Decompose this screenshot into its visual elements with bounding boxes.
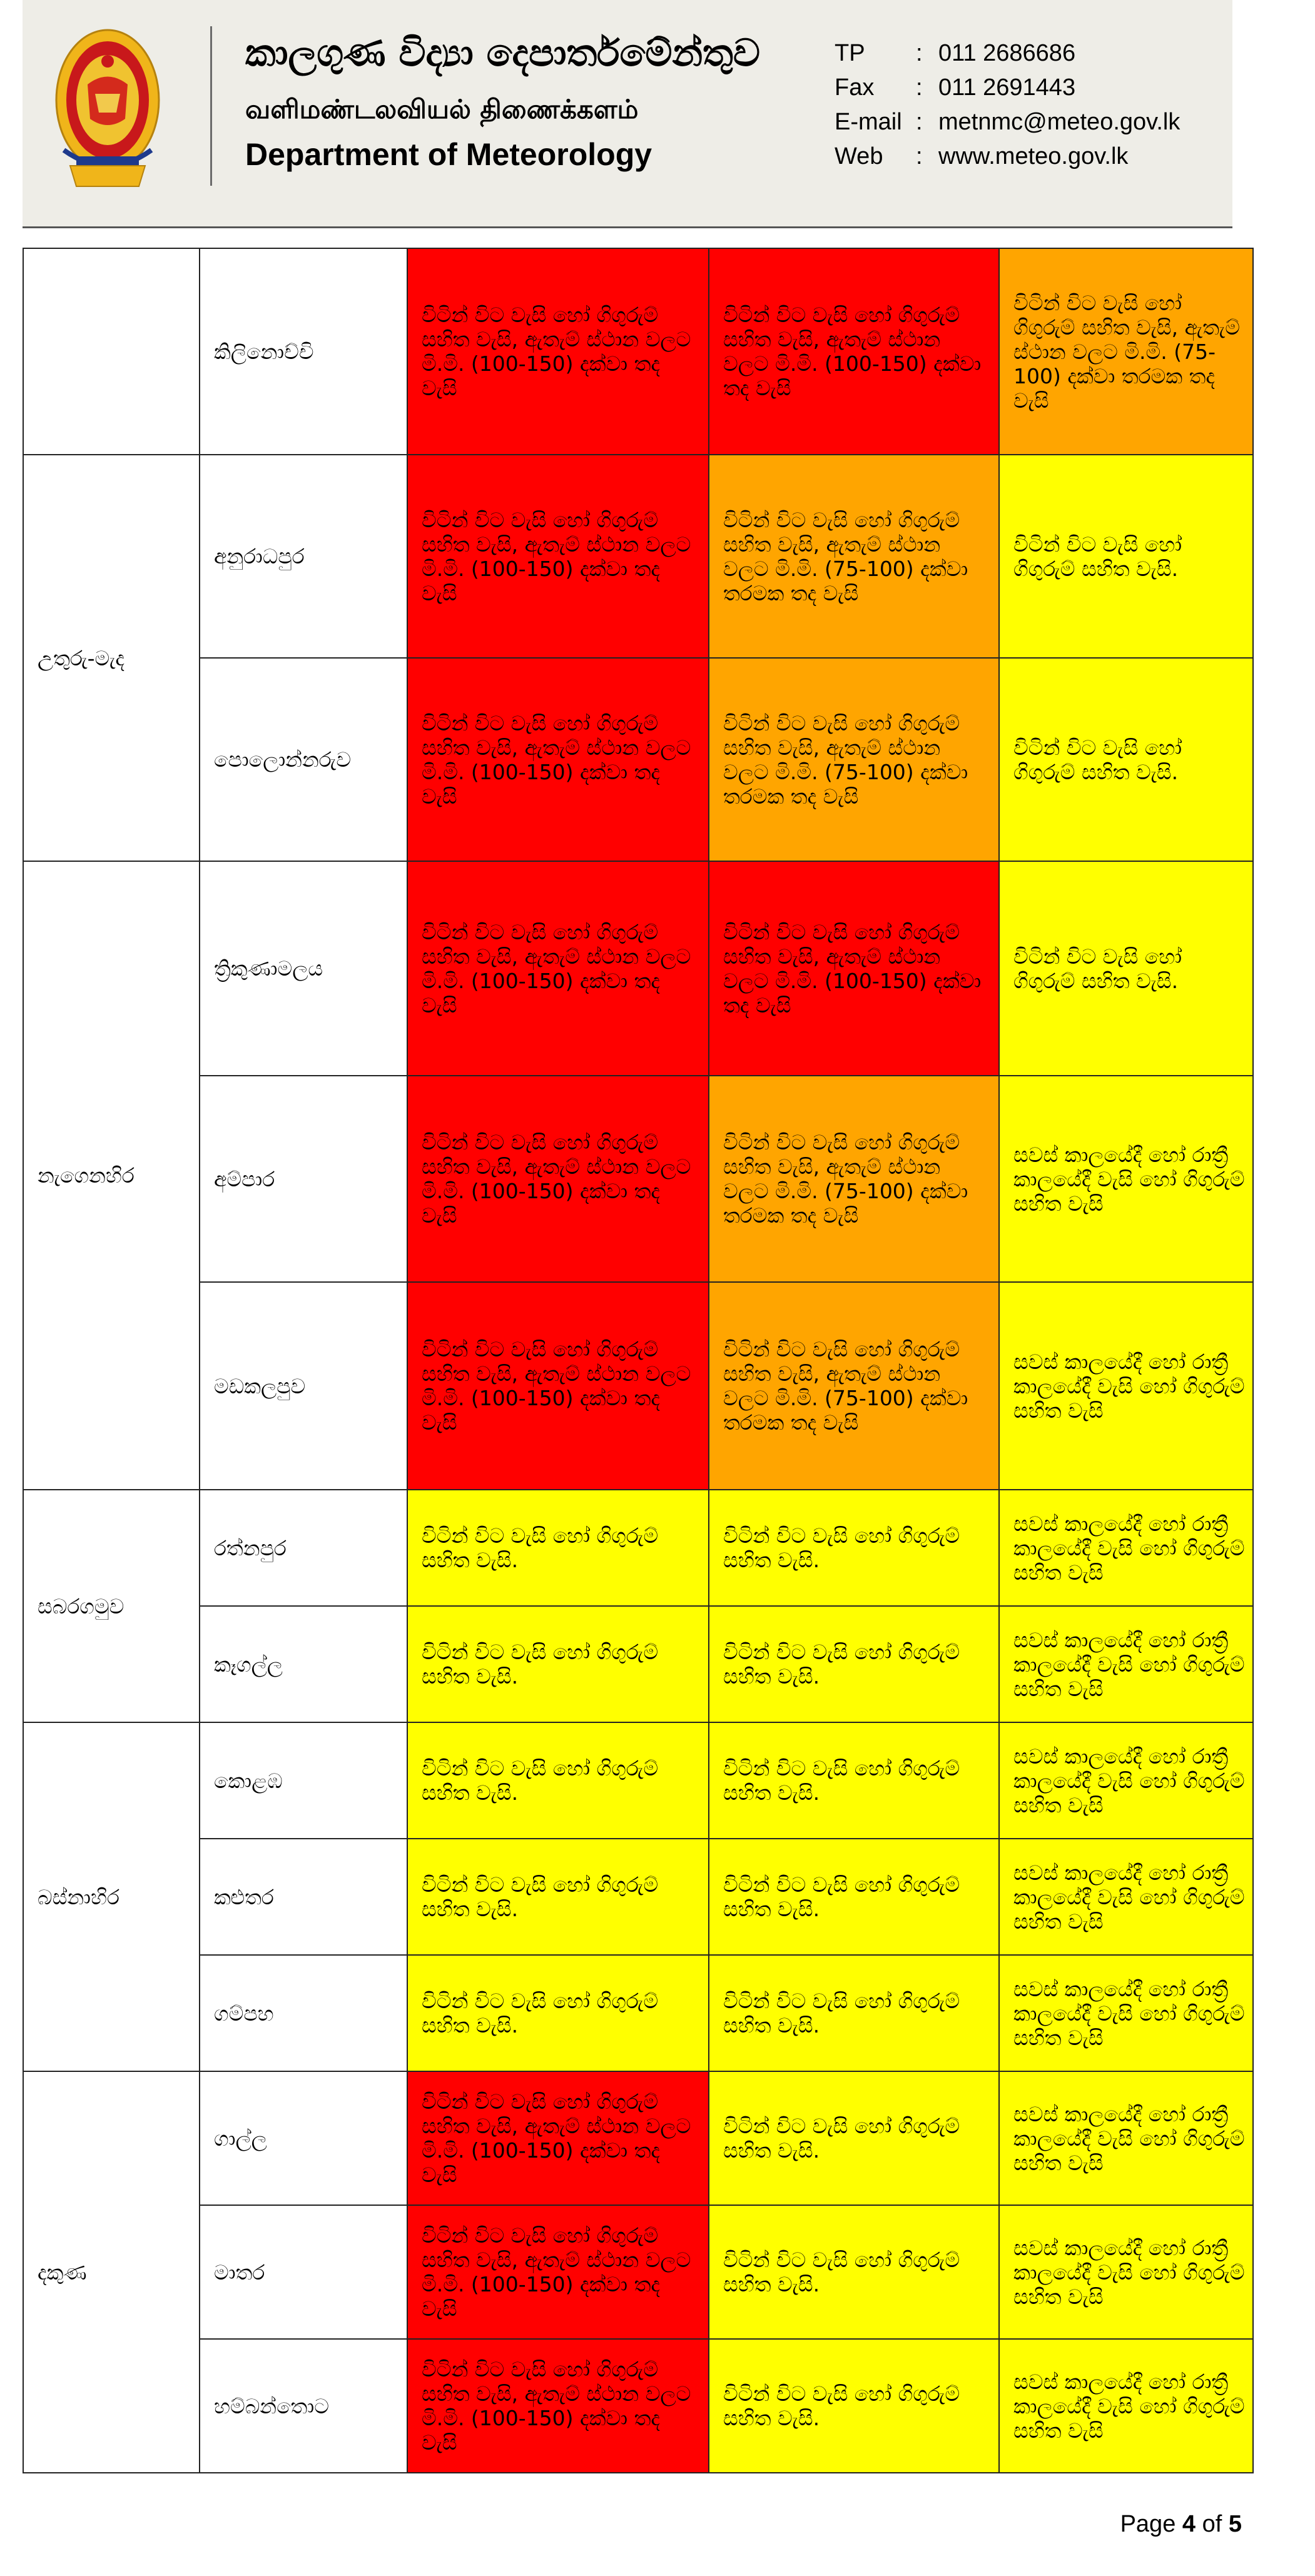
district-name: ත්‍රිකුණාමලය (214, 956, 323, 981)
forecast-text: විටින් විට වැසි හෝ ගිගුරුම් සහිත වැසි. (1013, 735, 1182, 784)
table-row (23, 1839, 1253, 1955)
forecast-text: විටින් විට වැසි හෝ ගිගුරුම් සහිත වැසි, ඇතැම් ස්ථාන වලට මි.මි. (100-150) දක්වා තද වැසි (422, 1337, 691, 1435)
forecast-text: විටින් විට වැසි හෝ ගිගුරුම් සහිත වැසි. (422, 1989, 659, 2038)
province-name: දකුණ (38, 2260, 87, 2285)
district-name: අනුරාධපුර (214, 544, 305, 568)
forecast-text: විටින් විට වැසි හෝ ගිගුරුම් සහිත වැසි, ඇතැම් ස්ථාන වලට මි.මි. (100-150) දක්වා තද වැසි (422, 1130, 691, 1228)
district-name: කිලිනොච්චි (214, 339, 314, 364)
district-cell (200, 1955, 407, 2071)
contact-value[interactable]: metnmc@meteo.gov.lk (938, 109, 1180, 135)
sri-lanka-emblem-icon (51, 25, 164, 191)
forecast-text: විටින් විට වැසි හෝ ගිගුරුම් සහිත වැසි. (422, 1640, 659, 1689)
forecast-cell-orange (709, 1076, 999, 1282)
table-row (23, 861, 1253, 1076)
district-cell (200, 1076, 407, 1282)
province-name: සබරගමුව (38, 1594, 124, 1619)
forecast-cell-yellow (407, 1606, 709, 1722)
forecast-cell-yellow (709, 1955, 999, 2071)
district-cell (200, 2339, 407, 2473)
forecast-text: සවස් කාලයේදී හෝ රාත්‍රී කාලයේදී වැසි හෝ ගිගුරුම් සහිත වැසි (1013, 1860, 1245, 1934)
forecast-text: සවස් කාලයේදී හෝ රාත්‍රී කාලයේදී වැසි හෝ ගිගුරුම් සහිත වැසි (1013, 1627, 1245, 1701)
district-name: කෑගල්ල (214, 1652, 283, 1677)
forecast-text: විටින් විට වැසි හෝ ගිගුරුම් සහිත වැසි, ඇතැම් ස්ථාන වලට මි.මි. (100-150) දක්වා තද වැසි (422, 303, 691, 400)
forecast-cell-yellow (709, 2339, 999, 2473)
district-name: ගාල්ල (214, 2126, 267, 2151)
table-row (23, 2205, 1253, 2339)
table-row (23, 1076, 1253, 1282)
district-cell (200, 1722, 407, 1839)
table-row (23, 1490, 1253, 1606)
title-tamil: வளிமண்டலவியல் திணைக்களம் (245, 94, 639, 124)
forecast-text: සවස් කාලයේදී හෝ රාත්‍රී කාලයේදී වැසි හෝ ගිගුරුම් සහිත වැසි (1013, 1349, 1245, 1423)
district-cell (200, 861, 407, 1076)
forecast-cell-evening (999, 1606, 1253, 1722)
forecast-cell-evening (999, 1490, 1253, 1606)
forecast-cell-red (407, 1076, 709, 1282)
title-sinhala: කාලගුණ විද්‍යා දෙපාර්තමේන්තුව (245, 31, 761, 75)
forecast-cell-evening (999, 1076, 1253, 1282)
contact-label: Fax (835, 74, 875, 101)
contact-email (835, 105, 1180, 139)
forecast-text: සවස් කාලයේදී හෝ රාත්‍රී කාලයේදී වැසි හෝ ගිගුරුම් සහිත වැසි (1013, 1142, 1245, 1216)
forecast-cell-red (407, 248, 709, 455)
forecast-text: විටින් විට වැසි හෝ ගිගුරුම් සහිත වැසි, ඇතැම් ස්ථාන වලට මි.මි. (100-150) දක්වා තද වැසි (422, 919, 691, 1018)
forecast-text: සවස් කාලයේදී හෝ රාත්‍රී කාලයේදී වැසි හෝ ගිගුරුම් සහිත වැසි (1013, 1511, 1245, 1585)
forecast-cell-evening (999, 1839, 1253, 1955)
forecast-cell-red (407, 2205, 709, 2339)
district-cell (200, 658, 407, 861)
contact-web (835, 139, 1180, 174)
header-rule (23, 226, 1232, 228)
forecast-cell-red (407, 2339, 709, 2473)
header-divider (210, 26, 212, 186)
forecast-text: විටින් විට වැසි හෝ ගිගුරුම් සහිත වැසි. (422, 1756, 659, 1805)
forecast-cell-red (709, 861, 999, 1076)
table-row (23, 455, 1253, 658)
forecast-cell-red (407, 861, 709, 1076)
forecast-cell-orange (709, 658, 999, 861)
table-row (23, 2071, 1253, 2205)
forecast-text: විටින් විට වැසි හෝ ගිගුරුම් සහිත වැසි, ඇතැම් ස්ථාන වලට මි.මි. (100-150) දක්වා තද වැසි (422, 507, 691, 605)
page-word: Page (1120, 2511, 1176, 2537)
forecast-cell-orange (999, 248, 1253, 455)
forecast-text: විටින් විට වැසි හෝ ගිගුරුම් සහිත වැසි, ඇතැම් ස්ථාන වලට මි.මි. (75-100) දක්වා තරමක තද වැසි (723, 710, 968, 809)
district-cell (200, 1839, 407, 1955)
district-cell (200, 455, 407, 658)
contact-label: Web (835, 143, 883, 169)
forecast-cell-evening (999, 2339, 1253, 2473)
forecast-cell-evening (999, 1282, 1253, 1490)
contact-label: TP (835, 40, 865, 66)
forecast-cell-evening (999, 2205, 1253, 2339)
forecast-text: විටින් විට වැසි හෝ ගිගුරුම් සහිත වැසි. (723, 1872, 960, 1921)
province-cell (23, 455, 200, 861)
forecast-text: විටින් විට වැසි හෝ ගිගුරුම් සහිත වැසි, ඇතැම් ස්ථාන වලට මි.මි. (75-100) දක්වා තරමක තද වැසි (723, 1130, 968, 1228)
contact-fax (835, 71, 1180, 105)
forecast-cell-yellow (709, 1490, 999, 1606)
contact-separator: : (916, 143, 923, 169)
of-word: of (1202, 2511, 1222, 2537)
contact-value: 011 2686686 (938, 40, 1076, 66)
district-cell (200, 1606, 407, 1722)
forecast-text: විටින් විට වැසි හෝ ගිගුරුම් සහිත වැසි, ඇතැම් ස්ථාන වලට මි.මි. (100-150) දක්වා තද වැසි (723, 303, 982, 400)
district-name: මාතර (214, 2260, 265, 2285)
forecast-text: විටින් විට වැසි හෝ ගිගුරුම් සහිත වැසි. (723, 2114, 960, 2163)
forecast-text: විටින් විට වැසි හෝ ගිගුරුම් සහිත වැසි. (723, 1523, 960, 1572)
table-row (23, 1955, 1253, 2071)
table-row (23, 1282, 1253, 1490)
forecast-text: සවස් කාලයේදී හෝ රාත්‍රී කාලයේදී වැසි හෝ ගිගුරුම් සහිත වැසි (1013, 1744, 1245, 1817)
letterhead (23, 0, 1232, 226)
province-cell (23, 1490, 200, 1722)
province-cell (23, 1722, 200, 2071)
district-cell (200, 2205, 407, 2339)
forecast-text: විටින් විට වැසි හෝ ගිගුරුම් සහිත වැසි, ඇතැම් ස්ථාන වලට මි.මි. (75-100) දක්වා තරමක තද වැසි (723, 1337, 968, 1435)
forecast-cell-red (407, 658, 709, 861)
forecast-cell-yellow (999, 455, 1253, 658)
forecast-text: සවස් කාලයේදී හෝ රාත්‍රී කාලයේදී වැසි හෝ ගිගුරුම් සහිත වැසි (1013, 2369, 1245, 2443)
forecast-text: විටින් විට වැසි හෝ ගිගුරුම් සහිත වැසි. (723, 1756, 960, 1805)
district-cell (200, 1282, 407, 1490)
district-name: කොළඹ (214, 1768, 283, 1793)
district-cell (200, 2071, 407, 2205)
table-row (23, 248, 1253, 455)
district-name: කළුතර (214, 1884, 274, 1909)
forecast-cell-yellow (999, 658, 1253, 861)
district-name: රත්නපුර (214, 1535, 287, 1560)
forecast-cell-yellow (407, 1722, 709, 1839)
forecast-cell-yellow (709, 2071, 999, 2205)
page-number (1120, 2511, 1242, 2538)
forecast-text: විටින් විට වැසි හෝ ගිගුරුම් සහිත වැසි, ඇතැම් ස්ථාන වලට මි.මි. (100-150) දක්වා තද වැසි (422, 2223, 691, 2321)
province-cell (23, 2071, 200, 2473)
forecast-text: විටින් විට වැසි හෝ ගිගුරුම් සහිත වැසි. (422, 1523, 659, 1572)
forecast-text: සවස් කාලයේදී හෝ රාත්‍රී කාලයේදී වැසි හෝ ගිගුරුම් සහිත වැසි (1013, 2235, 1245, 2309)
province-name: නැගෙනහිර (38, 1163, 135, 1188)
forecast-text: විටින් විට වැසි හෝ ගිගුරුම් සහිත වැසි. (1013, 532, 1182, 581)
district-name: පොලොන්නරුව (214, 747, 352, 772)
forecast-table-body (23, 248, 1253, 2473)
district-name: මඩකලපුව (214, 1373, 306, 1398)
table-row (23, 658, 1253, 861)
forecast-cell-yellow (709, 1722, 999, 1839)
forecast-text: විටින් විට වැසි හෝ ගිගුරුම් සහිත වැසි. (422, 1872, 659, 1921)
forecast-text: විටින් විට වැසි හෝ ගිගුරුම් සහිත වැසි. (723, 2382, 960, 2430)
district-cell (200, 1490, 407, 1606)
page-total: 5 (1228, 2511, 1242, 2537)
forecast-text: විටින් විට වැසි හෝ ගිගුරුම් සහිත වැසි. (723, 1989, 960, 2038)
forecast-cell-orange (709, 455, 999, 658)
contact-block (835, 36, 1180, 174)
forecast-cell-yellow (407, 1490, 709, 1606)
title-english: Department of Meteorology (245, 137, 652, 172)
contact-value[interactable]: www.meteo.gov.lk (938, 143, 1129, 169)
contact-phone (835, 36, 1180, 71)
forecast-cell-yellow (709, 1606, 999, 1722)
forecast-cell-yellow (407, 1955, 709, 2071)
contact-separator: : (916, 74, 923, 101)
forecast-cell-yellow (709, 1839, 999, 1955)
contact-label: E-mail (835, 109, 902, 135)
forecast-cell-yellow (407, 1839, 709, 1955)
district-name: හම්බන්තොට (214, 2393, 329, 2418)
forecast-text: සවස් කාලයේදී හෝ රාත්‍රී කාලයේදී වැසි හෝ ගිගුරුම් සහිත වැසි (1013, 1976, 1245, 2050)
contact-separator: : (916, 109, 923, 135)
forecast-text: විටින් විට වැසි හෝ ගිගුරුම් සහිත වැසි, ඇතැම් ස්ථාන වලට මි.මි. (75-100) දක්වා තරමක තද වැසි (723, 507, 968, 605)
district-cell (200, 248, 407, 455)
province-name: බස්නාහිර (38, 1884, 119, 1909)
forecast-text: විටින් විට වැසි හෝ ගිගුරුම් සහිත වැසි, ඇතැම් ස්ථාන වලට මි.මි. (100-150) දක්වා තද වැසි (422, 2089, 691, 2187)
forecast-text: විටින් විට වැසි හෝ ගිගුරුම් සහිත වැසි, ඇතැම් ස්ථාන වලට මි.මි. (100-150) දක්වා තද වැසි (723, 919, 982, 1018)
forecast-cell-red (407, 1282, 709, 1490)
forecast-text: විටින් විට වැසි හෝ ගිගුරුම් සහිත වැසි, ඇතැම් ස්ථාන වලට මි.මි. (100-150) දක්වා තද වැසි (422, 710, 691, 809)
forecast-cell-red (709, 248, 999, 455)
table-row (23, 1606, 1253, 1722)
forecast-text: විටින් විට වැසි හෝ ගිගුරුම් සහිත වැසි. (723, 2248, 960, 2296)
forecast-cell-orange (709, 1282, 999, 1490)
forecast-cell-yellow (999, 861, 1253, 1076)
province-cell (23, 248, 200, 455)
table-row (23, 2339, 1253, 2473)
table-row (23, 1722, 1253, 1839)
forecast-text: සවස් කාලයේදී හෝ රාත්‍රී කාලයේදී වැසි හෝ ගිගුරුම් සහිත වැසි (1013, 2101, 1245, 2175)
district-name: ගම්පහ (214, 2001, 274, 2026)
forecast-cell-evening (999, 1955, 1253, 2071)
forecast-cell-red (407, 2071, 709, 2205)
forecast-table (23, 248, 1254, 2473)
province-cell (23, 861, 200, 1490)
contact-separator: : (916, 40, 923, 66)
forecast-text: විටින් විට වැසි හෝ ගිගුරුම් සහිත වැසි, ඇතැම් ස්ථාන වලට මි.මි. (75-100) දක්වා තරමක තද වැසි (1013, 290, 1240, 413)
district-name: අම්පාර (214, 1166, 275, 1191)
forecast-text: විටින් විට වැසි හෝ ගිගුරුම් සහිත වැසි, ඇතැම් ස්ථාන වලට මි.මි. (100-150) දක්වා තද වැසි (422, 2357, 691, 2455)
forecast-cell-evening (999, 2071, 1253, 2205)
contact-value: 011 2691443 (938, 74, 1076, 101)
forecast-cell-evening (999, 1722, 1253, 1839)
page-current: 4 (1182, 2511, 1196, 2537)
forecast-cell-red (407, 455, 709, 658)
forecast-cell-yellow (709, 2205, 999, 2339)
forecast-text: විටින් විට වැසි හෝ ගිගුරුම් සහිත වැසි. (1013, 944, 1182, 993)
province-name: උතුරු-මැද (38, 645, 125, 670)
forecast-text: විටින් විට වැසි හෝ ගිගුරුම් සහිත වැසි. (723, 1640, 960, 1689)
